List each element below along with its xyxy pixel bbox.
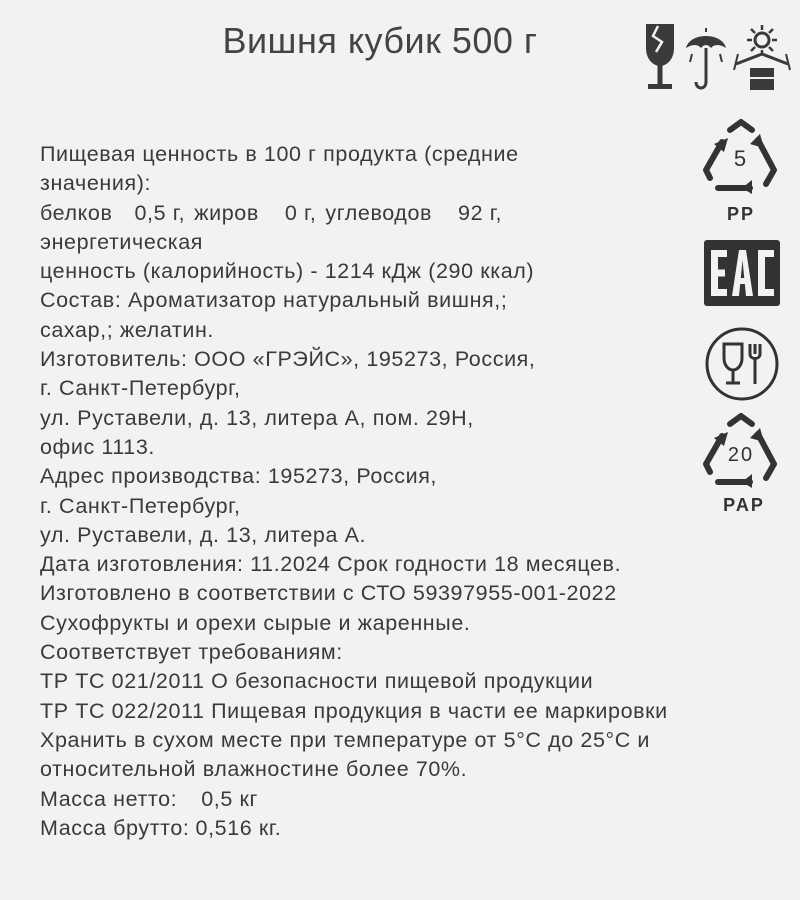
requirements-line: ТР ТС 022/2011 Пищевая продукция в части ее маркировки: [40, 698, 668, 723]
gross-mass-value: 0,516 кг.: [195, 815, 282, 840]
manufacturer-line: г. Санкт-Петербург,: [40, 376, 241, 401]
requirements-header: Соответствует требованиям:: [40, 640, 343, 665]
gross-mass-label: Масса брутто:: [40, 815, 190, 840]
requirements-line: ТР ТС 021/2011 О безопасности пищевой продукции: [40, 669, 594, 694]
nutrition-header-cont: значения):: [40, 171, 152, 196]
category-line: Сухофрукты и орехи сырые и жаренные.: [40, 610, 471, 635]
nutrition-header: Пищевая ценность в 100 г продукта (средние: [40, 142, 519, 166]
energy-value: ценность (калорийность) - 1214 кДж (290 ккал): [40, 259, 535, 284]
standard-line: Изготовлено в соответствии с СТО 59397955-001-2022: [40, 581, 617, 606]
manufacturer-line: ул. Руставели, д. 13, литера А, пом. 29Н,: [40, 405, 474, 430]
carbs-value: 92 г,: [458, 200, 503, 225]
storage-line: относительной влажностине более 70%.: [40, 757, 468, 782]
umbrella-icon: [684, 26, 728, 92]
product-title: Вишня кубик 500 г: [222, 20, 538, 61]
nutrition-values: [40, 199, 760, 228]
production-address-line: Адрес производства: 195273, Россия,: [40, 464, 438, 489]
recycle-number: 5: [733, 146, 749, 171]
sun-icon: [732, 24, 792, 94]
production-address-line: ул. Руставели, д. 13, литера А.: [40, 522, 367, 547]
composition-line: Состав: Ароматизатор натуральный вишня,;: [40, 288, 508, 313]
production-address-line: г. Санкт-Петербург,: [40, 493, 241, 518]
energy-label: энергетическая: [40, 229, 204, 254]
protein-value: 0,5 г,: [134, 200, 186, 225]
net-mass-label: Масса нетто:: [40, 786, 178, 811]
label-text: [40, 140, 760, 843]
storage-line: Хранить в сухом месте при температуре от 5°C до 25°C и: [40, 727, 651, 752]
composition-line: сахар,; желатин.: [40, 317, 215, 342]
net-mass-value: 0,5 кг: [201, 786, 258, 811]
fat-label: жиров: [194, 200, 259, 225]
recycle-code-pap: PAP: [723, 495, 765, 515]
fat-value: 0 г,: [284, 200, 317, 225]
manufacturer-line: офис 1113.: [40, 434, 155, 459]
manufacturer-line: Изготовитель: ООО «ГРЭЙС», 195273, Россия,: [40, 347, 536, 372]
recycle-number: 20: [727, 444, 755, 466]
fragile-glass-icon: [640, 22, 680, 94]
protein-label: белков: [40, 200, 113, 225]
gross-mass: [40, 814, 760, 843]
net-mass: [40, 785, 760, 814]
recycle-code-pp: PP: [726, 204, 755, 224]
date-line: Дата изготовления: 11.2024 Срок годности 18 месяцев.: [40, 552, 622, 577]
carbs-label: углеводов: [325, 200, 433, 225]
